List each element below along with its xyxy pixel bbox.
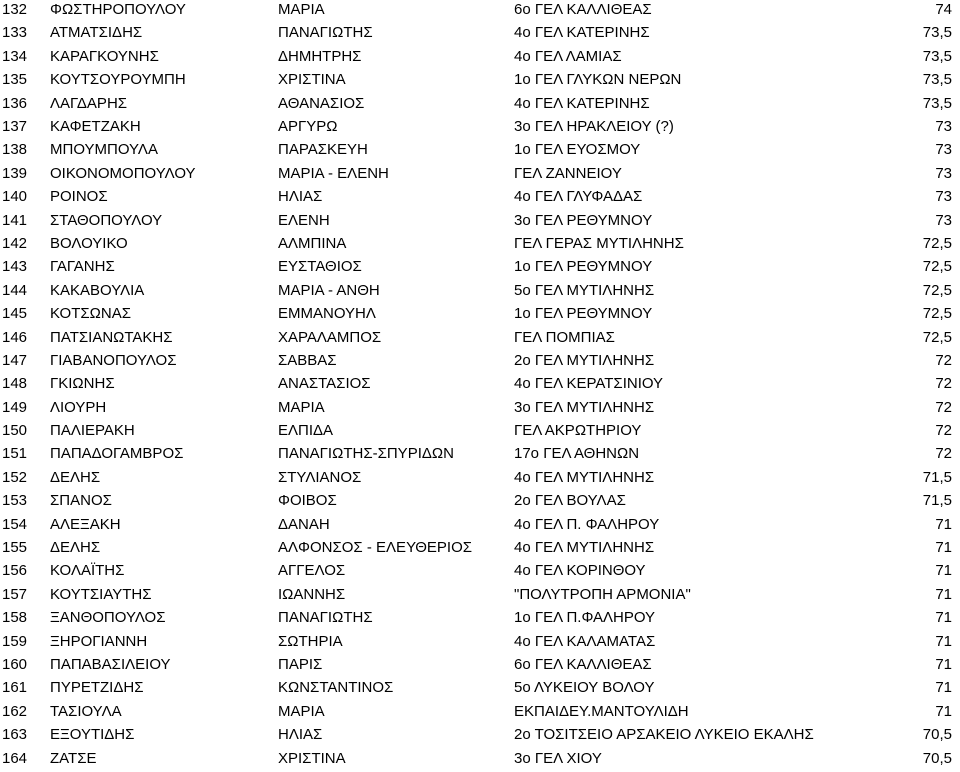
school-cell: 1ο ΓΕΛ ΡΕΘΥΜΝΟΥ [514,258,653,276]
school-cell: 3ο ΓΕΛ ΜΥΤΙΛΗΝΗΣ [514,398,655,416]
row-number: 157 [2,585,28,603]
first-name-cell: ΠΑΡΙΣ [278,656,323,674]
first-name-cell: ΜΑΡΙΑ [278,702,325,720]
row-number: 143 [2,258,28,276]
score-cell: 72,5 [922,234,952,252]
first-name-cell: ΧΡΙΣΤΙΝΑ [278,71,346,89]
first-name-cell: ΕΛΠΙΔΑ [278,422,334,440]
table-row [0,0,960,22]
table-row [0,442,960,466]
score-cell: 71 [935,585,952,603]
school-cell: 1ο ΓΕΛ ΕΥΟΣΜΟΥ [514,141,641,159]
table-row [0,723,960,747]
score-cell: 72,5 [922,281,952,299]
school-cell: ΓΕΛ ΑΚΡΩΤΗΡΙΟΥ [514,422,642,440]
row-number: 139 [2,164,28,182]
row-number: 141 [2,211,28,229]
score-cell: 71 [935,539,952,557]
row-number: 158 [2,609,28,627]
score-cell: 72 [935,351,952,369]
row-number: 152 [2,468,28,486]
row-number: 144 [2,281,28,299]
score-cell: 71 [935,656,952,674]
school-cell: 4ο ΓΕΛ ΚΑΤΕΡΙΝΗΣ [514,94,650,112]
surname-cell: ΚΟΛΑΪΤΗΣ [50,562,125,580]
surname-cell: ΠΥΡΕΤΖΙΔΗΣ [50,679,144,697]
score-cell: 72 [935,398,952,416]
table-row [0,232,960,256]
school-cell: 1ο ΓΕΛ ΡΕΘΥΜΝΟΥ [514,305,653,323]
first-name-cell: ΠΑΝΑΓΙΩΤΗΣ [278,609,373,627]
table-row [0,513,960,537]
surname-cell: ΛΙΟΥΡΗ [50,398,107,416]
first-name-cell: ΜΑΡΙΑ - ΕΛΕΝΗ [278,164,389,182]
score-cell: 71 [935,609,952,627]
surname-cell: ΕΞΟΥΤΙΔΗΣ [50,726,135,744]
surname-cell: ΠΑΠΑΒΑΣΙΛΕΙΟΥ [50,656,171,674]
surname-cell: ΠΑΤΣΙΑΝΩΤΑΚΗΣ [50,328,173,346]
school-cell: 4ο ΓΕΛ ΚΑΛΑΜΑΤΑΣ [514,632,656,650]
surname-cell: ΚΑΦΕΤΖΑΚΗ [50,117,141,135]
surname-cell: ΚΟΥΤΣΙΑΥΤΗΣ [50,585,152,603]
surname-cell: ΔΕΛΗΣ [50,539,101,557]
table-row [0,21,960,45]
surname-cell: ΓΚΙΩΝΗΣ [50,375,115,393]
score-cell: 71 [935,562,952,580]
surname-cell: ΠΑΠΑΔΟΓΑΜΒΡΟΣ [50,445,184,463]
table-row [0,653,960,677]
table-row [0,466,960,490]
surname-cell: ΞΑΝΘΟΠΟΥΛΟΣ [50,609,166,627]
first-name-cell: ΗΛΙΑΣ [278,188,323,206]
first-name-cell: ΕΜΜΑΝΟΥΗΛ [278,305,376,323]
row-number: 153 [2,492,28,510]
score-cell: 72,5 [922,328,952,346]
first-name-cell: ΚΩΝΣΤΑΝΤΙΝΟΣ [278,679,394,697]
table-row [0,747,960,771]
row-number: 147 [2,351,28,369]
table-row [0,255,960,279]
school-cell: 2ο ΓΕΛ ΜΥΤΙΛΗΝΗΣ [514,351,655,369]
school-cell: 5ο ΛΥΚΕΙΟΥ ΒΟΛΟΥ [514,679,655,697]
surname-cell: ΒΟΛΟΥΙΚΟ [50,234,128,252]
school-cell: 3ο ΓΕΛ ΡΕΘΥΜΝΟΥ [514,211,653,229]
school-cell: 4ο ΓΕΛ ΜΥΤΙΛΗΝΗΣ [514,468,655,486]
surname-cell: ΟΙΚΟΝΟΜΟΠΟΥΛΟΥ [50,164,196,182]
row-number: 154 [2,515,28,533]
row-number: 162 [2,702,28,720]
table-row [0,162,960,186]
surname-cell: ΖΑΤΣΕ [50,749,97,767]
school-cell: 6ο ΓΕΛ ΚΑΛΛΙΘΕΑΣ [514,656,652,674]
first-name-cell: ΑΛΦΟΝΣΟΣ - ΕΛΕΥΘΕΡΙΟΣ [278,539,473,557]
school-cell: 4ο ΓΕΛ ΛΑΜΙΑΣ [514,47,622,65]
row-number: 160 [2,656,28,674]
first-name-cell: ΗΛΙΑΣ [278,726,323,744]
row-number: 159 [2,632,28,650]
table-row [0,138,960,162]
surname-cell: ΓΑΓΑΝΗΣ [50,258,115,276]
first-name-cell: ΠΑΝΑΓΙΩΤΗΣ [278,24,373,42]
first-name-cell: ΣΩΤΗΡΙΑ [278,632,343,650]
first-name-cell: ΜΑΡΙΑ [278,398,325,416]
school-cell: ΓΕΛ ΠΟΜΠΙΑΣ [514,328,615,346]
table-row [0,419,960,443]
first-name-cell: ΔΑΝΑΗ [278,515,330,533]
school-cell: 4ο ΓΕΛ ΚΑΤΕΡΙΝΗΣ [514,24,650,42]
table-row [0,630,960,654]
score-cell: 73,5 [922,47,952,65]
school-cell: 2ο ΤΟΣΙΤΣΕΙΟ ΑΡΣΑΚΕΙΟ ΛΥΚΕΙΟ ΕΚΑΛΗΣ [514,726,814,744]
first-name-cell: ΧΑΡΑΛΑΜΠΟΣ [278,328,382,346]
first-name-cell: ΠΑΡΑΣΚΕΥΗ [278,141,368,159]
surname-cell: ΛΑΓΔΑΡΗΣ [50,94,128,112]
table-row [0,349,960,373]
score-cell: 73,5 [922,94,952,112]
school-cell: 3ο ΓΕΛ ΗΡΑΚΛΕΙΟΥ (?) [514,117,674,135]
table-row [0,396,960,420]
score-cell: 73,5 [922,71,952,89]
row-number: 164 [2,749,28,767]
row-number: 146 [2,328,28,346]
table-row [0,676,960,700]
score-cell: 72,5 [922,305,952,323]
score-cell: 73 [935,211,952,229]
school-cell: 17ο ΓΕΛ ΑΘΗΝΩΝ [514,445,640,463]
surname-cell: ΑΤΜΑΤΣΙΔΗΣ [50,24,143,42]
surname-cell: ΑΛΕΞΑΚΗ [50,515,121,533]
first-name-cell: ΧΡΙΣΤΙΝΑ [278,749,346,767]
score-cell: 71,5 [922,492,952,510]
score-cell: 72 [935,422,952,440]
row-number: 137 [2,117,28,135]
school-cell: 4ο ΓΕΛ ΜΥΤΙΛΗΝΗΣ [514,539,655,557]
school-cell: 5ο ΓΕΛ ΜΥΤΙΛΗΝΗΣ [514,281,655,299]
school-cell: 4ο ΓΕΛ ΚΟΡΙΝΘΟΥ [514,562,646,580]
row-number: 155 [2,539,28,557]
row-number: 161 [2,679,28,697]
row-number: 150 [2,422,28,440]
table-row [0,372,960,396]
first-name-cell: ΑΓΓΕΛΟΣ [278,562,346,580]
row-number: 135 [2,71,28,89]
table-row [0,115,960,139]
row-number: 132 [2,1,28,18]
surname-cell: ΣΤΑΘΟΠΟΥΛΟΥ [50,211,163,229]
score-cell: 71 [935,632,952,650]
school-cell: 1ο ΓΕΛ ΓΛΥΚΩΝ ΝΕΡΩΝ [514,71,682,89]
row-number: 136 [2,94,28,112]
first-name-cell: ΜΑΡΙΑ - ΑΝΘΗ [278,281,380,299]
table-row [0,559,960,583]
school-cell: ΓΕΛ ΓΕΡΑΣ ΜΥΤΙΛΗΝΗΣ [514,234,684,252]
score-cell: 73 [935,188,952,206]
row-number: 138 [2,141,28,159]
surname-cell: ΞΗΡΟΓΙΑΝΝΗ [50,632,148,650]
first-name-cell: ΕΛΕΝΗ [278,211,330,229]
surname-cell: ΠΑΛΙΕΡΑΚΗ [50,422,135,440]
table-row [0,209,960,233]
table-row [0,700,960,724]
row-number: 163 [2,726,28,744]
score-cell: 72 [935,375,952,393]
school-cell: 4ο ΓΕΛ ΓΛΥΦΑΔΑΣ [514,188,643,206]
surname-cell: ΦΩΣΤΗΡΟΠΟΥΛΟΥ [50,1,186,18]
row-number: 134 [2,47,28,65]
school-cell: 4ο ΓΕΛ ΚΕΡΑΤΣΙΝΙΟΥ [514,375,664,393]
table-row [0,489,960,513]
table-row [0,92,960,116]
first-name-cell: ΕΥΣΤΑΘΙΟΣ [278,258,362,276]
school-cell: "ΠΟΛΥΤΡΟΠΗ ΑΡΜΟΝΙΑ" [514,585,691,603]
first-name-cell: ΙΩΑΝΝΗΣ [278,585,346,603]
surname-cell: ΡΟΙΝΟΣ [50,188,108,206]
score-cell: 74 [935,1,952,18]
school-cell: ΓΕΛ ΖΑΝΝΕΙΟΥ [514,164,622,182]
table-row [0,302,960,326]
school-cell: 1ο ΓΕΛ Π.ΦΑΛΗΡΟΥ [514,609,656,627]
row-number: 149 [2,398,28,416]
score-cell: 70,5 [922,726,952,744]
table-row [0,68,960,92]
score-cell: 72 [935,445,952,463]
table-row [0,185,960,209]
first-name-cell: ΠΑΝΑΓΙΩΤΗΣ-ΣΠΥΡΙΔΩΝ [278,445,454,463]
surname-cell: ΓΙΑΒΑΝΟΠΟΥΛΟΣ [50,351,177,369]
surname-cell: ΚΑΚΑΒΟΥΛΙΑ [50,281,145,299]
surname-cell: ΜΠΟΥΜΠΟΥΛΑ [50,141,158,159]
table-row [0,326,960,350]
table-row [0,279,960,303]
score-cell: 71 [935,702,952,720]
first-name-cell: ΑΛΜΠΙΝΑ [278,234,347,252]
score-cell: 73 [935,164,952,182]
score-cell: 70,5 [922,749,952,767]
table-row [0,536,960,560]
surname-cell: ΤΑΣΙΟΥΛΑ [50,702,122,720]
table-row [0,45,960,69]
table-row [0,606,960,630]
school-cell: 6ο ΓΕΛ ΚΑΛΛΙΘΕΑΣ [514,1,652,18]
first-name-cell: ΜΑΡΙΑ [278,1,325,18]
school-cell: 4ο ΓΕΛ Π. ΦΑΛΗΡΟΥ [514,515,660,533]
first-name-cell: ΑΘΑΝΑΣΙΟΣ [278,94,365,112]
row-number: 148 [2,375,28,393]
surname-cell: ΔΕΛΗΣ [50,468,101,486]
row-number: 140 [2,188,28,206]
surname-cell: ΣΠΑΝΟΣ [50,492,112,510]
score-cell: 71,5 [922,468,952,486]
row-number: 156 [2,562,28,580]
first-name-cell: ΑΡΓΥΡΩ [278,117,338,135]
row-number: 133 [2,24,28,42]
first-name-cell: ΣΑΒΒΑΣ [278,351,337,369]
row-number: 151 [2,445,28,463]
row-number: 142 [2,234,28,252]
first-name-cell: ΑΝΑΣΤΑΣΙΟΣ [278,375,371,393]
score-cell: 71 [935,679,952,697]
surname-cell: ΚΟΥΤΣΟΥΡΟΥΜΠΗ [50,71,186,89]
surname-cell: ΚΟΤΣΩΝΑΣ [50,305,131,323]
score-cell: 73 [935,141,952,159]
score-cell: 71 [935,515,952,533]
surname-cell: ΚΑΡΑΓΚΟΥΝΗΣ [50,47,159,65]
school-cell: 2ο ΓΕΛ ΒΟΥΛΑΣ [514,492,626,510]
first-name-cell: ΦΟΙΒΟΣ [278,492,337,510]
first-name-cell: ΔΗΜΗΤΡΗΣ [278,47,362,65]
score-cell: 73,5 [922,24,952,42]
school-cell: ΕΚΠΑΙΔΕΥ.ΜΑΝΤΟΥΛΙΔΗ [514,702,689,720]
row-number: 145 [2,305,28,323]
table-row [0,583,960,607]
score-cell: 72,5 [922,258,952,276]
first-name-cell: ΣΤΥΛΙΑΝΟΣ [278,468,362,486]
school-cell: 3ο ΓΕΛ ΧΙΟΥ [514,749,602,767]
score-cell: 73 [935,117,952,135]
